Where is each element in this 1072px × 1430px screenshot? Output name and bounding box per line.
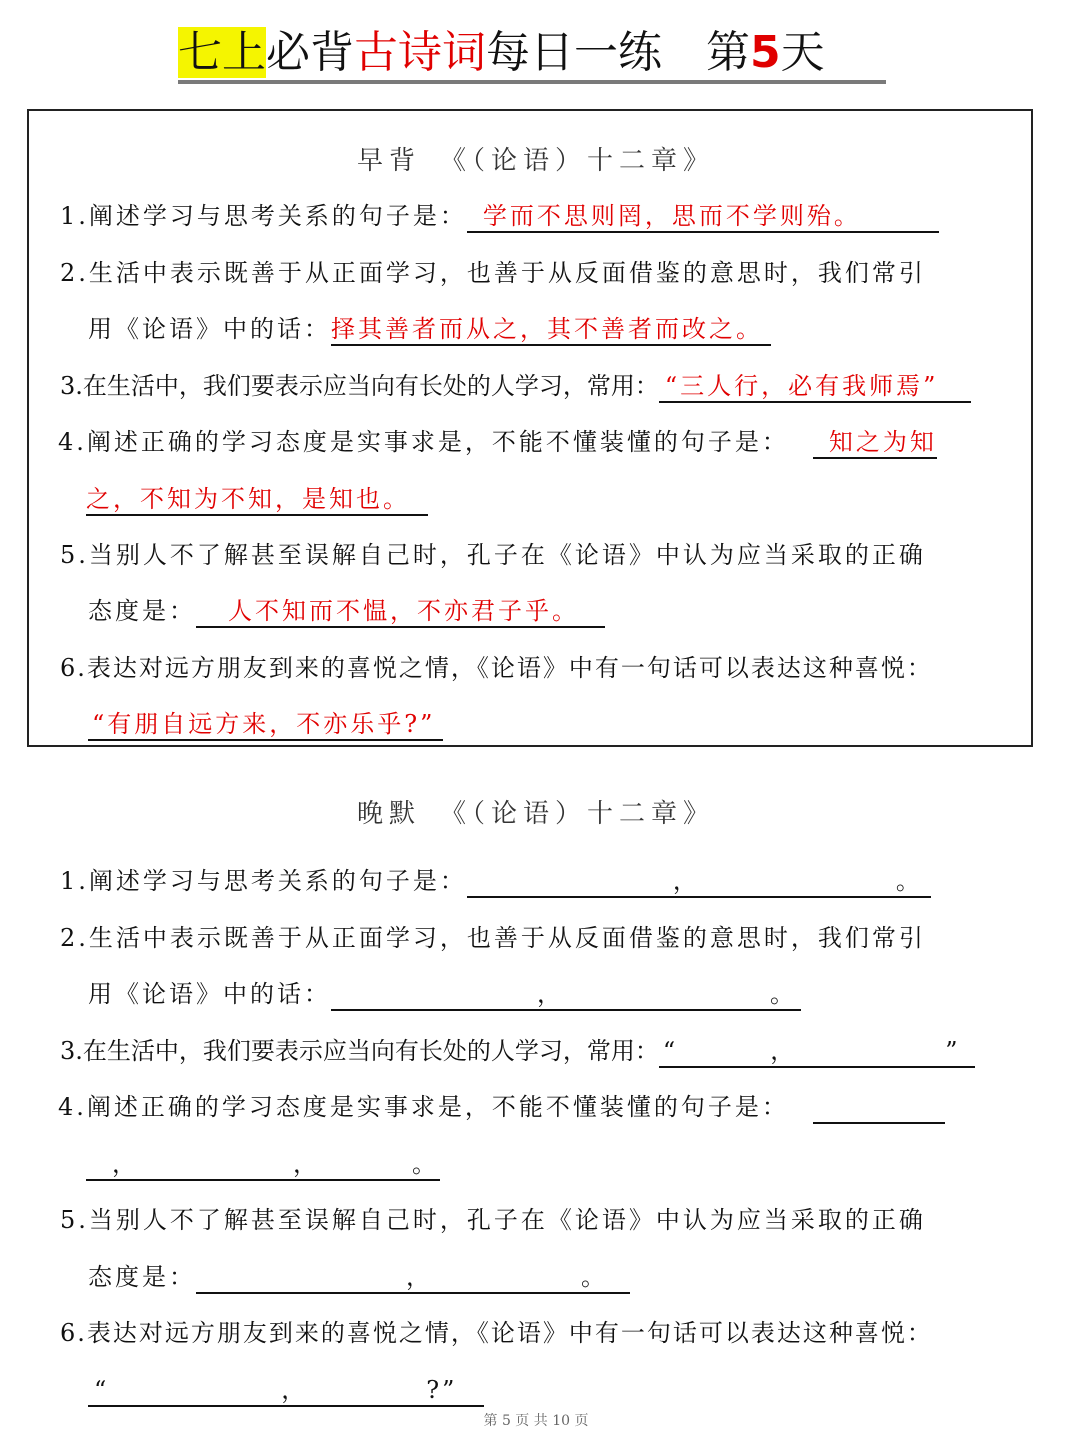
morning-q1 [60, 199, 939, 233]
evening-q4-line2 [86, 1147, 440, 1181]
answer-blank[interactable] [813, 1092, 945, 1124]
question-text: 用《论语》中的话： [88, 315, 331, 343]
evening-q2-line1: 2.生活中表示既善于从正面学习，也善于从反面借鉴的意思时，我们常引 [60, 924, 926, 952]
question-text: 态度是： [88, 597, 196, 625]
title-must-recite: 必背 [266, 27, 354, 78]
answer-blank[interactable]: ， ， 。 [86, 1149, 440, 1181]
question-text: 1.阐述学习与思考关系的句子是： [60, 867, 467, 895]
answer-blank[interactable]: “ ， ?” [88, 1375, 484, 1407]
morning-q6-line1: 6.表达对远方朋友到来的喜悦之情，《论语》中有一句话可以表达这种喜悦： [60, 654, 933, 682]
evening-q3 [60, 1034, 975, 1068]
question-text: 1.阐述学习与思考关系的句子是： [60, 202, 467, 230]
question-text: 4.阐述正确的学习态度是实事求是，不能不懂装懂的句子是： [58, 1093, 789, 1121]
evening-q1 [60, 864, 931, 898]
evening-q5-line2 [88, 1260, 630, 1294]
answer-text: 人不知而不愠，不亦君子乎。 [196, 596, 605, 628]
evening-q2-line2 [88, 977, 801, 1011]
answer-text: “有朋自远方来，不亦乐乎?” [88, 709, 443, 741]
answer-text: 之，不知为不知，是知也。 [86, 484, 428, 516]
morning-q4-line2 [86, 482, 428, 516]
morning-q4-line1 [58, 425, 937, 459]
title-grade: 七上 [178, 27, 266, 78]
answer-blank[interactable]: ， 。 [196, 1262, 630, 1294]
answer-text: 择其善者而从之，其不善者而改之。 [331, 314, 771, 346]
evening-q6-line1: 6.表达对远方朋友到来的喜悦之情，《论语》中有一句话可以表达这种喜悦： [60, 1319, 933, 1347]
morning-q2-line1: 2.生活中表示既善于从正面学习，也善于从反面借鉴的意思时，我们常引 [60, 259, 926, 287]
title-day-number: 5 [750, 27, 781, 78]
evening-q5-line1: 5.当别人不了解甚至误解自己时，孔子在《论语》中认为应当采取的正确 [60, 1206, 926, 1234]
answer-text: “三人行，必有我师焉” [659, 371, 971, 403]
page-footer: 第 5 页 共 10 页 [483, 1413, 589, 1429]
question-text: 态度是： [88, 1263, 196, 1291]
title-underline [178, 80, 886, 84]
title-daily-practice: 每日一练 [486, 27, 662, 78]
answer-text: 学而不思则罔，思而不学则殆。 [467, 201, 939, 233]
morning-q5-line1: 5.当别人不了解甚至误解自己时，孔子在《论语》中认为应当采取的正确 [60, 541, 926, 569]
answer-blank[interactable]: ， 。 [467, 866, 931, 898]
evening-heading: 晚默 《（论语）十二章》 [356, 799, 715, 829]
morning-heading: 早背 《（论语）十二章》 [356, 146, 715, 176]
title-poems: 古诗词 [354, 27, 486, 78]
morning-q3 [60, 369, 971, 403]
answer-blank[interactable]: “ ， ” [659, 1036, 975, 1068]
morning-q2-line2 [88, 312, 771, 346]
morning-q6-line2 [88, 707, 443, 741]
answer-text: 知之为知 [813, 427, 937, 459]
answer-blank[interactable]: ， 。 [331, 979, 801, 1011]
question-text: 3.在生活中，我们要表示应当向有长处的人学习，常用： [60, 1037, 659, 1065]
morning-q5-line2 [88, 594, 605, 628]
title-day-suffix: 天 [780, 27, 825, 78]
question-text: 4.阐述正确的学习态度是实事求是，不能不懂装懂的句子是： [58, 428, 789, 456]
question-text: 用《论语》中的话： [88, 980, 331, 1008]
question-text: 3.在生活中，我们要表示应当向有长处的人学习，常用： [60, 372, 659, 400]
title-day-prefix: 第 [706, 27, 750, 78]
evening-q6-line2 [88, 1373, 484, 1407]
evening-q4-line1 [58, 1090, 945, 1124]
